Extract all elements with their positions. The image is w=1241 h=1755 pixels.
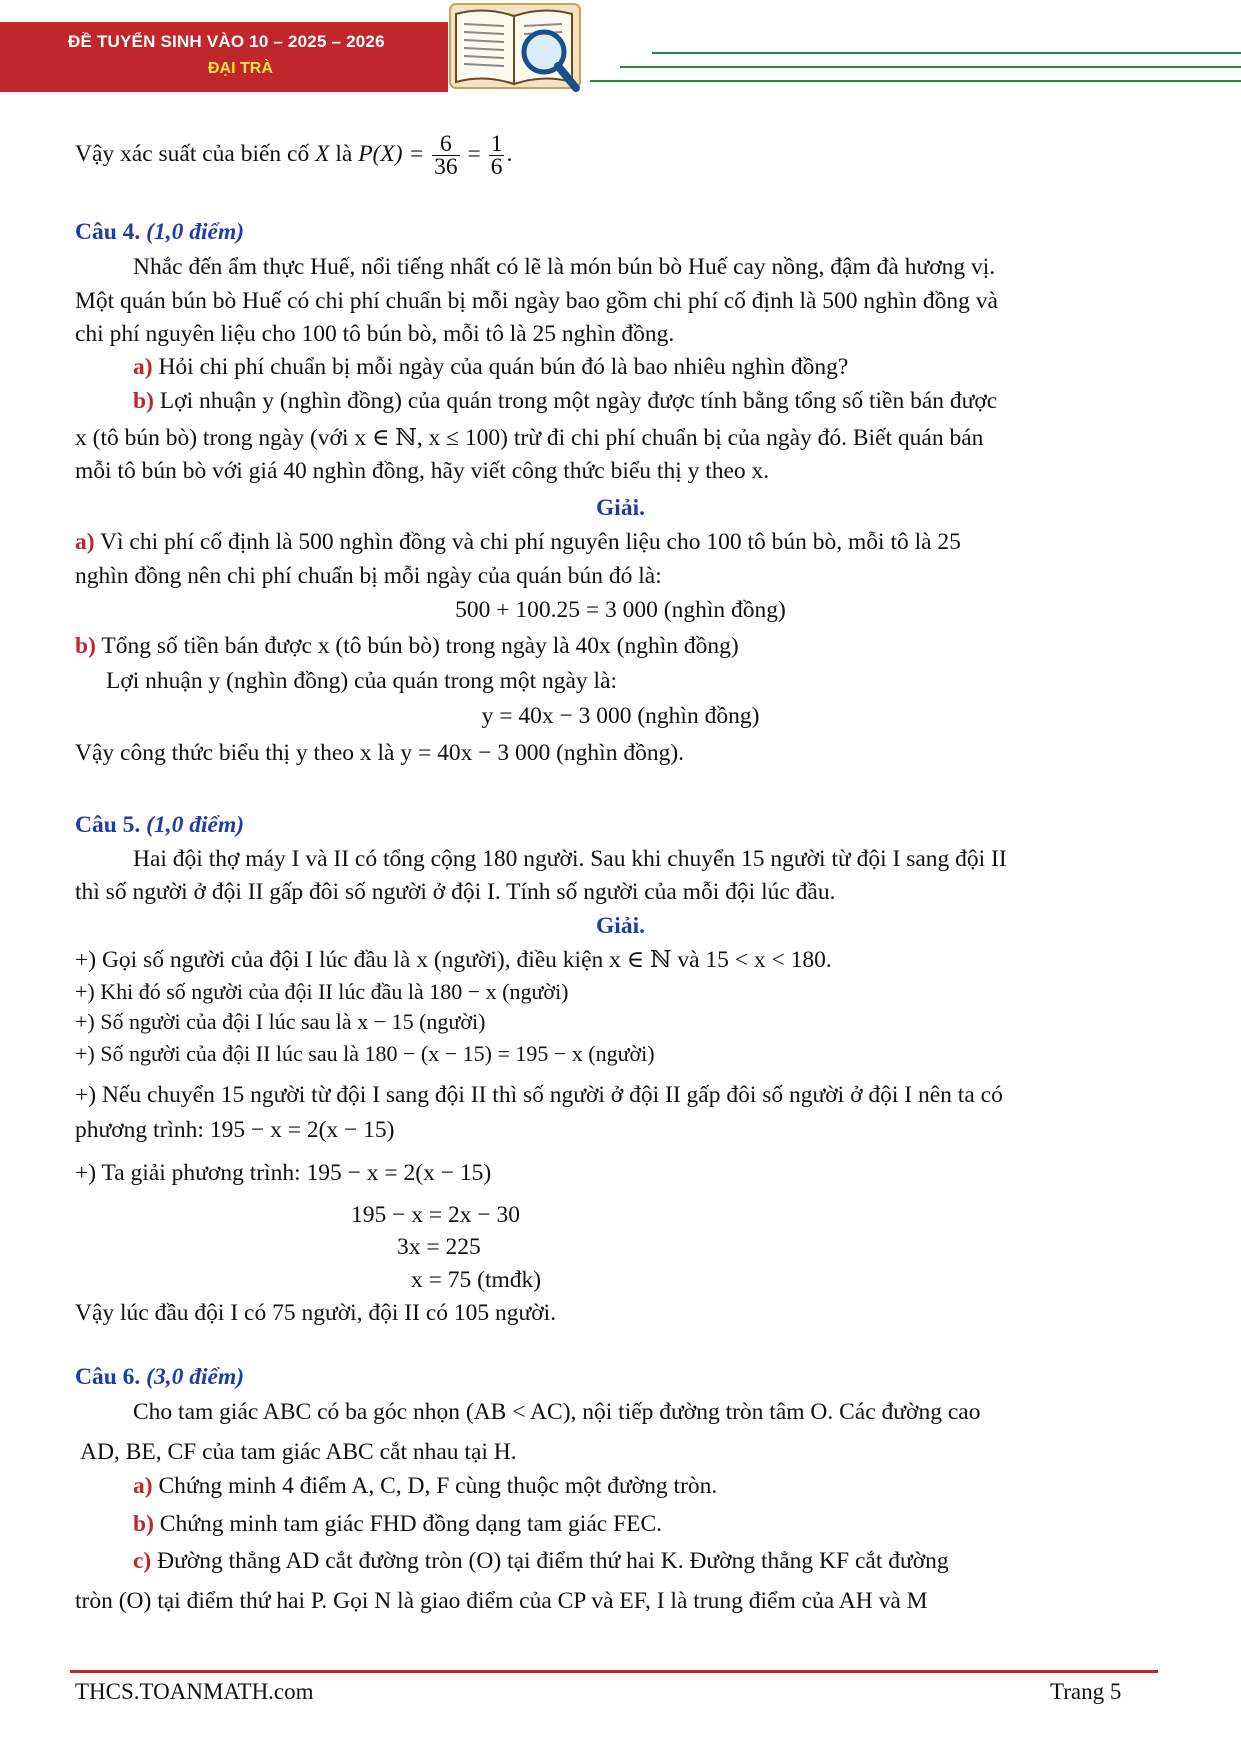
- q4-b-line-3: mỗi tô bún bò với giá 40 nghìn đồng, hãy viết công thức biểu thị y theo x.: [75, 458, 770, 484]
- q6-title: Câu 6.: [75, 1364, 141, 1390]
- intro-eq: =: [461, 140, 487, 167]
- footer-site: THCS.TOANMATH.com: [75, 1679, 314, 1704]
- q5-equation-1: 195 − x = 2x − 30: [351, 1202, 521, 1228]
- q4-sol-b-line-2: Lợi nhuận y (nghìn đồng) của quán trong một ngày là:: [106, 668, 618, 694]
- q6-part-a: [133, 1472, 717, 1500]
- q5-equation-2: 3x = 225: [397, 1234, 481, 1260]
- q5-step-5-line-1: +) Nếu chuyển 15 người từ đội I sang đội II thì số người ở đội II gấp đôi số người ở đội I nên ta có: [75, 1082, 1003, 1108]
- q4-sol-a: [75, 528, 961, 556]
- q6-points: (3,0 điểm): [146, 1364, 245, 1390]
- fraction-1-6: [489, 133, 505, 178]
- q4-part-a: [133, 353, 848, 381]
- q4-sol-b-line-1: Tổng số tiền bán được x (tô bún bò) trong ngày là 40x (nghìn đồng): [95, 633, 739, 659]
- q5-step-4: +) Số người của đội II lúc sau là 180 − (x − 15) = 195 − x (người): [75, 1041, 655, 1066]
- q4-line-3: chi phí nguyên liệu cho 100 tô bún bò, mỗi tô là 25 nghìn đồng.: [75, 321, 675, 347]
- q4-b-line-2: x (tô bún bò) trong ngày (với x ∈ ℕ, x ≤ 100) trừ đi chi phí chuẩn bị của ngày đó. Biết quán bán: [75, 425, 984, 451]
- q5-line-1: Hai đội thợ máy I và II có tổng cộng 180 người. Sau khi chuyển 15 người từ đội I sang đội II: [133, 846, 1007, 872]
- q6-line-2: AD, BE, CF của tam giác ABC cắt nhau tại H.: [80, 1439, 517, 1465]
- header-subtitle: ĐẠI TRÀ: [208, 60, 273, 77]
- q6-a-label: a): [133, 1473, 153, 1499]
- q6-c-label: c): [133, 1548, 152, 1574]
- q6-c-line-1: Đường thẳng AD cắt đường tròn (O) tại điểm thứ hai K. Đường thẳng KF cắt đường: [151, 1548, 949, 1574]
- q5-step-6: +) Ta giải phương trình: 195 − x = 2(x − 15): [75, 1160, 492, 1186]
- q5-step-5-line-2: phương trình: 195 − x = 2(x − 15): [75, 1117, 395, 1143]
- frac-num: 1: [490, 131, 503, 157]
- q4-b-label: b): [133, 388, 154, 414]
- fraction-6-36: [432, 133, 460, 178]
- intro-formula: P(X) =: [358, 140, 431, 167]
- intro-text: Vậy xác suất của biến cố: [75, 140, 316, 167]
- header-band: [0, 22, 448, 92]
- q5-heading: [75, 811, 244, 839]
- q6-c-line-2: tròn (O) tại điểm thứ hai P. Gọi N là giao điểm của CP và EF, I là trung điểm của AH và M: [75, 1588, 928, 1614]
- q4-sol-b-equation: y = 40x − 3 000 (nghìn đồng): [481, 703, 760, 729]
- footer-divider: [70, 1670, 1158, 1673]
- header-title: ĐỀ TUYỂN SINH VÀO 10 – 2025 – 2026: [68, 32, 385, 51]
- intro-line: [75, 133, 512, 178]
- intro-mid: là: [329, 140, 359, 167]
- q4-part-b: [133, 387, 997, 415]
- q4-heading: [75, 218, 244, 246]
- frac-den: 36: [434, 154, 458, 180]
- q4-sol-a-label: a): [75, 529, 95, 555]
- q6-b-label: b): [133, 1511, 154, 1537]
- q4-sol-b-label: b): [75, 633, 96, 659]
- frac-num: 6: [432, 133, 460, 156]
- q4-a-label: a): [133, 354, 153, 380]
- q4-a-text: Hỏi chi phí chuẩn bị mỗi ngày của quán bún đó là bao nhiêu nghìn đồng?: [152, 354, 849, 380]
- q5-step-2: +) Khi đó số người của đội II lúc đầu là 180 − x (người): [75, 979, 569, 1004]
- q6-part-b: [133, 1510, 662, 1538]
- q6-a-text: Chứng minh 4 điểm A, C, D, F cùng thuộc một đường tròn.: [152, 1473, 718, 1499]
- q4-line-2: Một quán bún bò Huế có chi phí chuẩn bị mỗi ngày bao gồm chi phí cố định là 500 nghìn đồng và: [75, 288, 998, 314]
- q4-conclusion: Vậy công thức biểu thị y theo x là y = 40x − 3 000 (nghìn đồng).: [75, 740, 685, 766]
- q6-line-1: Cho tam giác ABC có ba góc nhọn (AB < AC), nội tiếp đường tròn tâm O. Các đường cao: [133, 1399, 981, 1425]
- frac-den: 6: [490, 154, 503, 180]
- q4-solution-title: Giải.: [596, 495, 645, 521]
- intro-end: .: [506, 140, 513, 167]
- q5-step-1: +) Gọi số người của đội I lúc đầu là x (người), điều kiện x ∈ ℕ và 15 < x < 180.: [75, 947, 832, 973]
- q5-points: (1,0 điểm): [146, 812, 245, 838]
- q4-b-line-1: Lợi nhuận y (nghìn đồng) của quán trong một ngày được tính bằng tổng số tiền bán được: [153, 388, 998, 414]
- q4-line-1: Nhắc đến ẩm thực Huế, nổi tiếng nhất có lẽ là món bún bò Huế cay nồng, đậm đà hương vị.: [133, 254, 996, 280]
- header-decor-lines: [590, 50, 1241, 90]
- q4-sol-a-line-1: Vì chi phí cố định là 500 nghìn đồng và chi phí nguyên liệu cho 100 tô bún bò, mỗi tô là 25: [94, 529, 961, 555]
- q6-part-c: [133, 1547, 949, 1575]
- q5-title: Câu 5.: [75, 812, 141, 838]
- q5-solution-title: Giải.: [596, 913, 645, 939]
- q5-equation-3: x = 75 (tmđk): [411, 1267, 542, 1293]
- book-magnifier-icon: [444, 0, 594, 100]
- footer-page-number: Trang 5: [1050, 1679, 1122, 1704]
- q5-line-2: thì số người ở đội II gấp đôi số người ở đội I. Tính số người của mỗi đội lúc đầu.: [75, 879, 836, 905]
- q6-b-text: Chứng minh tam giác FHD đồng dạng tam giác FEC.: [153, 1511, 663, 1537]
- q6-heading: [75, 1363, 244, 1391]
- q5-step-3: +) Số người của đội I lúc sau là x − 15 (người): [75, 1009, 486, 1034]
- q4-sol-b: [75, 632, 739, 660]
- q4-points: (1,0 điểm): [146, 219, 245, 245]
- q4-sol-a-equation: 500 + 100.25 = 3 000 (nghìn đồng): [455, 597, 786, 623]
- q4-title: Câu 4.: [75, 219, 141, 245]
- intro-var: X: [315, 140, 330, 167]
- q5-conclusion: Vậy lúc đầu đội I có 75 người, đội II có 105 người.: [75, 1300, 557, 1326]
- q4-sol-a-line-2: nghìn đồng nên chi phí chuẩn bị mỗi ngày của quán bún đó là:: [75, 563, 662, 589]
